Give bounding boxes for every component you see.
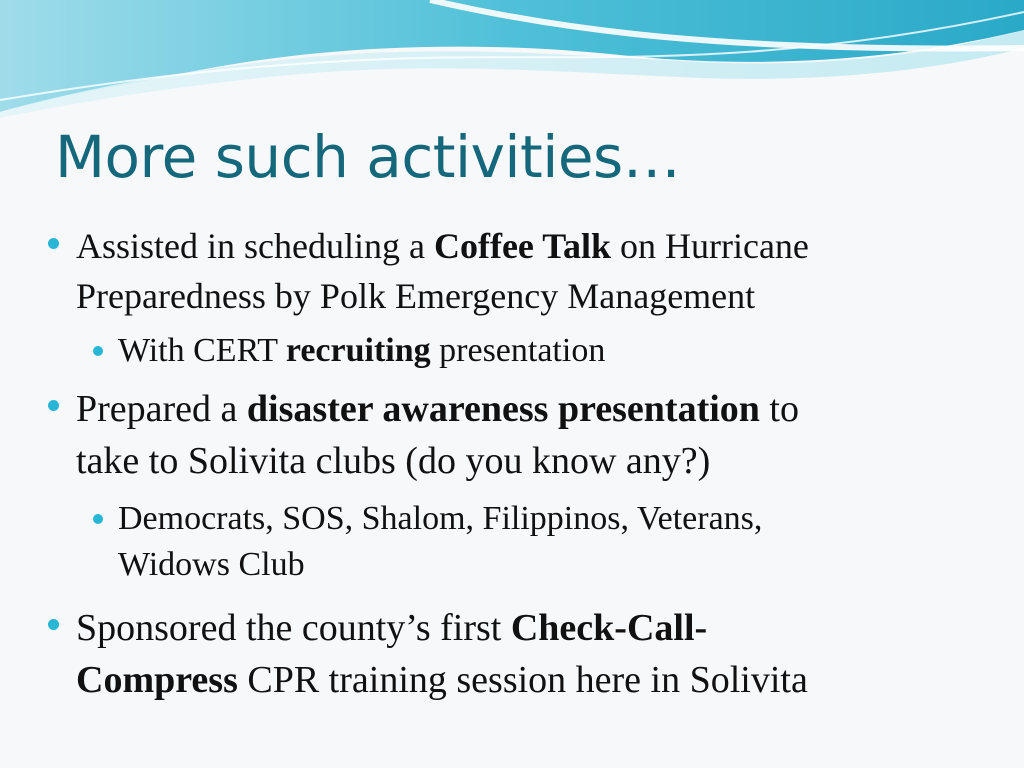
bold-text: Coffee Talk: [433, 226, 611, 266]
text-segment: presentation: [430, 332, 606, 369]
bullet-dot-icon: [48, 619, 59, 630]
bullet-dot-icon: [48, 238, 59, 249]
text-segment: on Hurricane: [610, 226, 809, 266]
bullet-text-line: [76, 609, 707, 647]
text-segment: CPR training session here in Solivita: [237, 659, 808, 701]
bold-text: Check-Call-: [510, 607, 708, 649]
bullet-text-line: [118, 548, 305, 582]
bullet-text-line: [76, 278, 755, 314]
bullet-text-line: [118, 502, 762, 536]
text-segment: Democrats, SOS, Shalom, Filippinos, Veterans,: [118, 500, 763, 537]
bold-text: Compress: [76, 659, 238, 701]
text-segment: With CERT: [118, 332, 286, 369]
bold-text: recruiting: [285, 332, 431, 369]
slide-title: More such activities…: [55, 123, 681, 191]
bullet-text-line: [76, 442, 710, 480]
text-segment: Preparedness by Polk Emergency Management: [76, 276, 756, 316]
sub-bullet-dot-icon: [93, 514, 103, 524]
text-segment: Assisted in scheduling a: [76, 226, 434, 266]
bullet-dot-icon: [48, 400, 59, 411]
text-segment: to: [759, 388, 799, 430]
text-segment: Prepared a: [76, 388, 247, 430]
bullet-text-line: [76, 390, 799, 428]
sub-bullet-dot-icon: [93, 346, 103, 356]
bold-text: disaster awareness presentation: [246, 388, 760, 430]
text-segment: take to Solivita clubs (do you know any?): [76, 440, 711, 482]
text-segment: Sponsored the county’s first: [76, 607, 511, 649]
text-segment: Widows Club: [118, 546, 305, 583]
bullet-text-line: [118, 334, 605, 368]
bullet-text-line: [76, 228, 809, 264]
bullet-text-line: [76, 661, 808, 699]
